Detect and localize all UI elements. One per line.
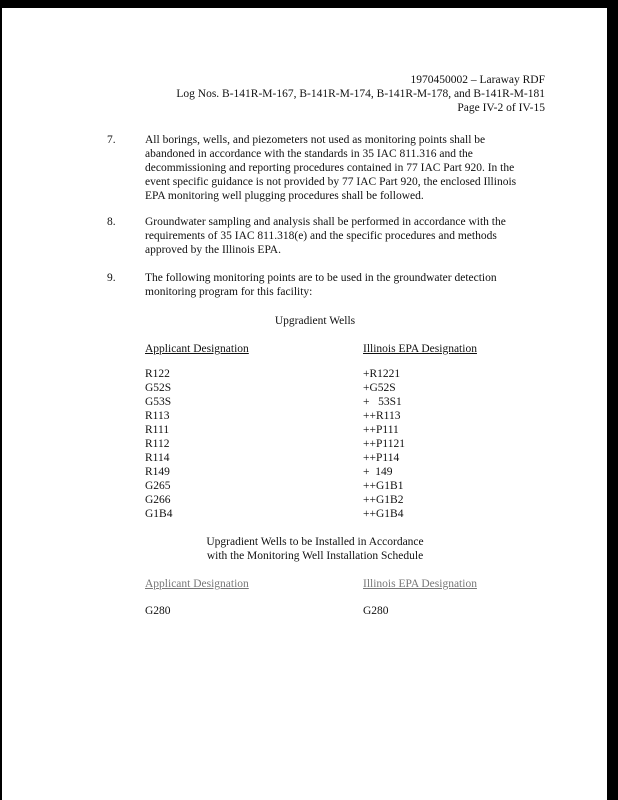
- item-number: 9.: [107, 272, 116, 284]
- item-line: abandoned in accordance with the standards in 35 IAC 811.316 and the: [145, 148, 473, 160]
- epa-designation: ++P114: [363, 452, 400, 464]
- header-facility: 1970450002 – Laraway RDF: [410, 74, 545, 86]
- item-line: decommissioning and reporting procedures contained in 77 IAC Part 920. In the: [145, 162, 515, 174]
- table-row: [0, 479, 618, 493]
- table-row: [0, 395, 618, 409]
- applicant-designation: R112: [145, 438, 170, 450]
- applicant-designation: R111: [145, 424, 170, 436]
- epa-designation: ++G1B1: [363, 480, 404, 492]
- item-line: approved by the Illinois EPA.: [145, 244, 281, 256]
- upgradient-wells-title: Upgradient Wells: [274, 315, 356, 327]
- applicant-designation: R113: [145, 410, 170, 422]
- table-row: [0, 451, 618, 465]
- installed-wells-header-row: [0, 577, 618, 591]
- epa-designation: ++G1B2: [363, 494, 404, 506]
- epa-designation: +R1221: [363, 368, 401, 380]
- header-log-numbers: Log Nos. B-141R-M-167, B-141R-M-174, B-141R-M-178, and B-141R-M-181: [176, 88, 545, 100]
- applicant-designation-header: Applicant Designation: [145, 578, 249, 590]
- installed-wells-title-line2: with the Monitoring Well Installation Schedule: [206, 550, 424, 562]
- item-line: event specific guidance is not provided by 77 IAC Part 920, the enclosed Illinois: [145, 176, 517, 188]
- epa-designation: + 53S1: [363, 396, 402, 408]
- applicant-designation: G53S: [145, 396, 172, 408]
- table-row: [0, 465, 618, 479]
- applicant-designation: R114: [145, 452, 170, 464]
- applicant-designation: R122: [145, 368, 170, 380]
- applicant-designation-header: Applicant Designation: [145, 343, 249, 355]
- table-row: [0, 367, 618, 381]
- applicant-designation: G280: [145, 605, 171, 617]
- item-line: requirements of 35 IAC 811.318(e) and the specific procedures and methods: [145, 230, 497, 242]
- epa-designation: + 149: [363, 466, 393, 478]
- installed-wells-title-line1: Upgradient Wells to be Installed in Accordance: [206, 536, 424, 548]
- epa-designation: ++G1B4: [363, 508, 404, 520]
- header-page-number: Page IV-2 of IV-15: [457, 102, 545, 114]
- item-line: The following monitoring points are to be used in the groundwater detection: [145, 272, 497, 284]
- epa-designation: ++P1121: [363, 438, 405, 450]
- epa-designation: +G52S: [363, 382, 396, 394]
- table-row: [0, 507, 618, 521]
- table-row: [0, 493, 618, 507]
- upgradient-wells-header-row: [0, 342, 618, 356]
- table-row: [0, 437, 618, 451]
- item-number: 7.: [107, 134, 116, 146]
- item-line: monitoring program for this facility:: [145, 286, 313, 298]
- epa-designation: ++P111: [363, 424, 399, 436]
- epa-designation-header: Illinois EPA Designation: [363, 343, 477, 355]
- applicant-designation: G1B4: [145, 508, 173, 520]
- table-row: [0, 423, 618, 437]
- applicant-designation: G265: [145, 480, 171, 492]
- epa-designation-header: Illinois EPA Designation: [363, 578, 477, 590]
- scan-edge-top: [0, 0, 618, 8]
- item-line: Groundwater sampling and analysis shall be performed in accordance with the: [145, 216, 506, 228]
- item-line: All borings, wells, and piezometers not used as monitoring points shall be: [145, 134, 486, 146]
- table-row: [0, 409, 618, 423]
- item-line: EPA monitoring well plugging procedures shall be followed.: [145, 190, 424, 202]
- epa-designation: ++R113: [363, 410, 401, 422]
- item-number: 8.: [107, 216, 116, 228]
- epa-designation: G280: [363, 605, 389, 617]
- applicant-designation: G52S: [145, 382, 172, 394]
- applicant-designation: G266: [145, 494, 171, 506]
- applicant-designation: R149: [145, 466, 170, 478]
- table-row: [0, 381, 618, 395]
- table-row: [0, 604, 618, 618]
- page-header: [176, 73, 545, 115]
